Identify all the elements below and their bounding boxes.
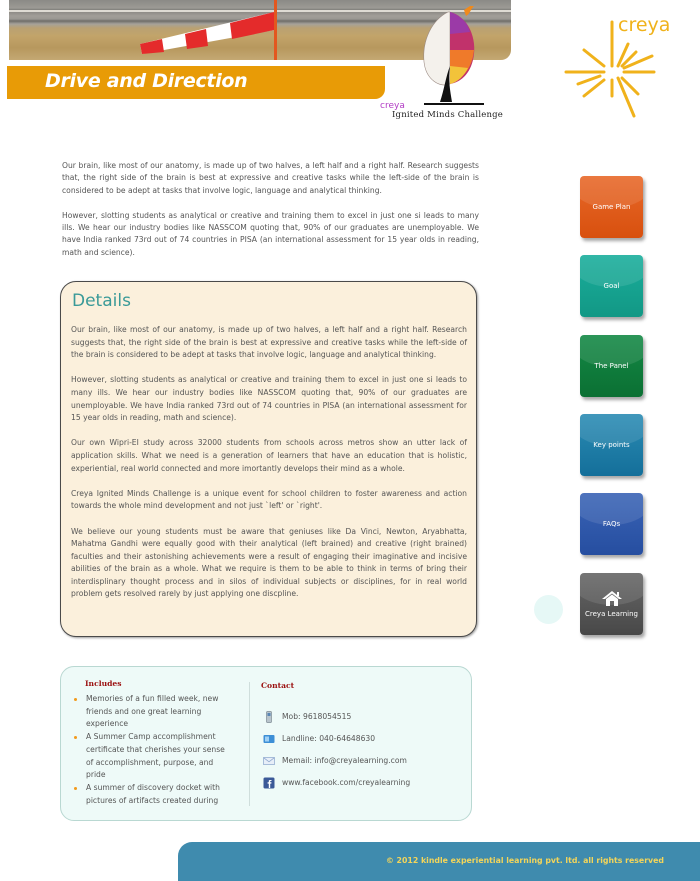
footer	[178, 842, 700, 881]
details-panel	[60, 281, 477, 637]
info-panel	[60, 666, 472, 821]
nav-tile-label: Game Plan	[592, 203, 631, 211]
contact-email[interactable]	[263, 755, 407, 766]
intro-text	[62, 160, 479, 272]
home-icon	[602, 590, 622, 607]
contact-facebook[interactable]	[263, 777, 410, 788]
ignited-minds-challenge-logo[interactable]	[378, 6, 514, 124]
landline-phone-icon	[263, 733, 275, 744]
nav-tile-game-plan[interactable]	[580, 176, 643, 238]
nav-tile-label: FAQs	[602, 520, 621, 528]
includes-heading: Includes	[85, 679, 122, 688]
details-paragraph: However, slotting students as analytical or creative and training them to excel in just one si leads to many ills. We hear our industry bodies like NASSCOM quoting that, 90% of our graduates are unemployable. We have India ranked 73rd out of 74 countries in PISA (an international assessment for 15 year olds in reading, math and science).	[71, 375, 467, 423]
page-title-bar	[7, 66, 385, 99]
list-item: A summer of discovery docket with pictures of artifacts created during	[72, 782, 232, 807]
nav-tile-the-panel[interactable]	[580, 335, 643, 397]
details-paragraph: Our brain, like most of our anatomy, is made up of two halves, a left half and a right half. Research suggests that, the right side of the brain is best at expressive and creative tasks while the left-side of the brain is considered to be adept at tasks that involve logic, language and analytical thinking.	[71, 325, 467, 360]
windsock-icon	[140, 8, 280, 54]
brain-tree-icon	[378, 6, 514, 106]
contact-mobile-text: Mob: 9618054515	[282, 712, 352, 721]
event-logo-name: Ignited Minds Challenge	[392, 110, 504, 120]
details-paragraph: We believe our young students must be aware that geniuses like Da Vinci, Newton, Aryabhatta, Mahatma Gandhi were equally good with their analytical (left brained) and creative (right brained) faculties and their astonishing achievements were a result of engaging their imaginative and incisive abilities of the brain as a whole. What we require is them to be able to think in terms of bring their interdisplinary thought process and in silos of individual subjects or disciplines, for in real world problem gets resolved rarely by just applying one discpline.	[71, 526, 467, 599]
intro-paragraph: However, slotting students as analytical or creative and training them to excel in just one si leads to many ills. We hear our industry bodies like NASSCOM quoting that, 90% of our graduates are unemployable. We have India ranked 73rd out of 74 countries in PISA (an international assessment for 15 year olds in reading, math and science).	[62, 210, 479, 257]
intro-paragraph: Our brain, like most of our anatomy, is made up of two halves, a left half and a right half. Research suggests that, the right side of the brain is best at expressive and creative tasks while the left-side of the brain is considered to be adept at tasks that involve logic, language and analytical thinking.	[62, 161, 479, 195]
nav-tile-creya-learning[interactable]	[580, 573, 643, 635]
nav-tile-goal[interactable]	[580, 255, 643, 317]
event-logo-brand: creya	[380, 101, 405, 111]
contact-mobile	[263, 711, 351, 722]
details-heading: Details	[72, 291, 131, 311]
nav-tile-faqs[interactable]	[580, 493, 643, 555]
facebook-icon	[263, 777, 275, 788]
decorative-circle	[534, 595, 563, 624]
details-paragraph: Our own Wipri-EI study across 32000 students from schools across metros show an utter lack of application skills. What we need is a generation of learners that have an education that is holistic, experiential, real world connected and more imortantly develops their mind as a whole.	[71, 438, 467, 473]
includes-list	[72, 693, 232, 807]
details-paragraph: Creya Ignited Minds Challenge is a unique event for school children to foster awareness and action towards the whole mind development and not just `left' or `right'.	[71, 488, 467, 511]
contact-landline-text: Landline: 040-64648630	[282, 734, 376, 743]
nav-tile-label: Goal	[603, 282, 620, 290]
page-title: Drive and Direction	[45, 70, 248, 92]
details-body	[71, 324, 467, 614]
nav-tile-label: Key points	[593, 441, 630, 449]
nav-tile-key-points[interactable]	[580, 414, 643, 476]
nav-tile-label: The Panel	[594, 362, 629, 370]
contact-heading: Contact	[261, 681, 295, 690]
sunburst-icon	[562, 14, 672, 124]
creya-logo[interactable]	[562, 14, 672, 124]
list-item: Memories of a fun filled week, new friends and one great learning experience	[72, 693, 232, 731]
contact-email-link[interactable]: Memail: info@creyalearning.com	[282, 756, 407, 765]
copyright-text: © 2012 kindle experiential learning pvt. ltd. all rights reserved	[386, 856, 664, 865]
contact-facebook-link[interactable]: www.facebook.com/creyalearning	[282, 778, 411, 787]
contact-landline	[263, 733, 375, 744]
list-item: A Summer Camp accomplishment certificate that cherishes your sense of accomplishment, purpose, and pride	[72, 731, 232, 782]
mail-icon	[263, 755, 275, 766]
mobile-phone-icon	[263, 711, 275, 722]
nav-tile-label: Creya Learning	[585, 610, 638, 618]
column-divider	[249, 682, 250, 806]
creya-logo-text: creya	[618, 14, 671, 36]
